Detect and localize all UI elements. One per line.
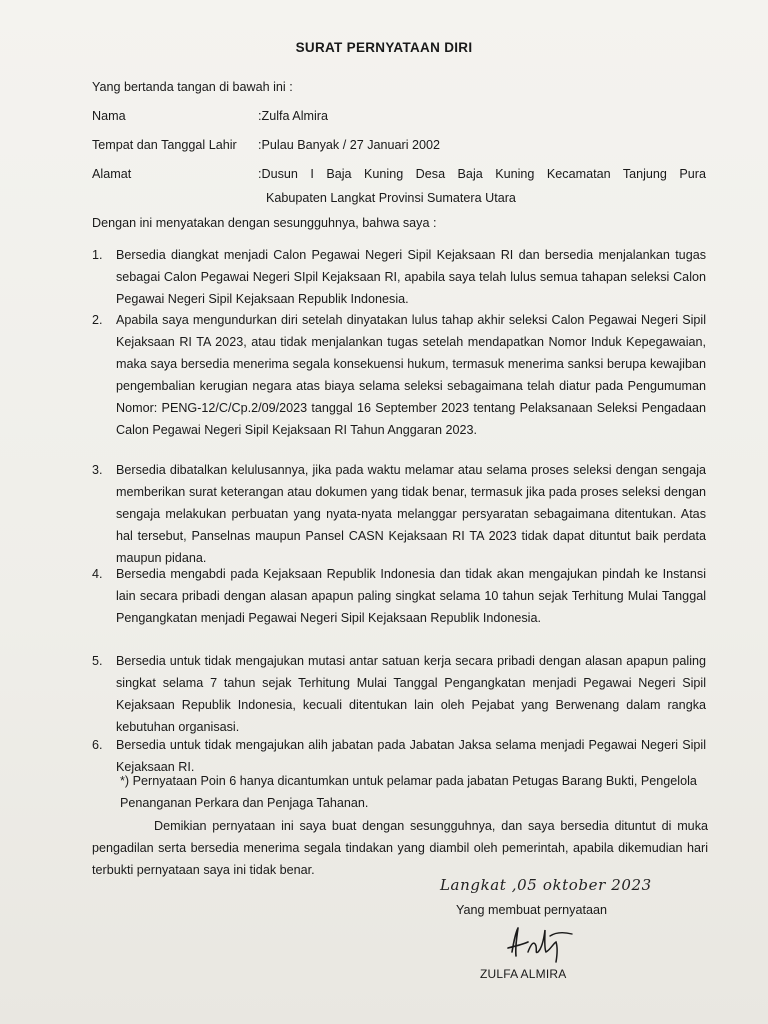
list-item — [92, 459, 706, 569]
alamat-label: Alamat — [92, 167, 132, 181]
ttl-value: :Pulau Banyak / 27 Januari 2002 — [258, 138, 441, 152]
list-item-text: Bersedia mengabdi pada Kejaksaan Republik Indonesia dan tidak akan mengajukan pindah ke Instansi lain secara pribadi dengan alasan apapun paling singkat selama 10 tahun sejak Terhitung Mulai Tanggal Pengangkatan menjadi Pegawai Negeri Sipil Kejaksaan Republik Indonesia. — [116, 567, 706, 625]
closing-text: Demikian pernyataan ini saya buat dengan sesungguhnya, dan saya bersedia dituntut di muka pengadilan serta bersedia menerima segala tindakan yang diambil oleh pemerintah, apabila dikemudian hari terbukti pernyataan saya ini tidak benar. — [92, 819, 708, 877]
list-item-number: 1. — [92, 248, 103, 262]
ttl-label: Tempat dan Tanggal Lahir — [92, 138, 237, 152]
list-item-number: 6. — [92, 738, 103, 752]
closing-paragraph — [92, 815, 708, 881]
footnote — [120, 770, 710, 814]
nama-value: :Zulfa Almira — [258, 109, 328, 123]
list-item-text: Bersedia untuk tidak mengajukan alih jabatan pada Jabatan Jaksa selama menjadi Pegawai Negeri Sipil Kejaksaan RI. — [116, 738, 706, 774]
alamat-value-line-2: Kabupaten Langkat Provinsi Sumatera Utara — [266, 191, 516, 205]
list-item-text: Apabila saya mengundurkan diri setelah dinyatakan lulus tahap akhir seleksi Calon Pegawai Negeri Sipil Kejaksaan RI TA 2023, atau tidak menjalankan tugas setelah mendapatkan Nomor Induk Kepegawaian, maka saya bersedia menerima segala konsekuensi hukum, termasuk menerima sanksi berupa kewajiban pengembalian kerugian negara atas biaya selama seleksi sebagaimana telah diatur pada Pengumuman Nomor: PENG-12/C/Cp.2/09/2023 tanggal 16 September 2023 tentang Pelaksanaan Seleksi Pengadaan Calon Pegawai Negeri Sipil Kejaksaan RI Tahun Anggaran 2023. — [116, 313, 706, 437]
list-item — [92, 244, 706, 310]
nama-label: Nama — [92, 109, 126, 123]
maker-label: Yang membuat pernyataan — [456, 903, 607, 917]
list-item-text: Bersedia diangkat menjadi Calon Pegawai Negeri Sipil Kejaksaan RI dan bersedia menjalankan tugas sebagai Calon Pegawai Negeri SIpil Kejaksaan RI, apabila saya telah lulus semua tahapan seleksi Calon Pegawai Negeri Sipil Kejaksaan Republik Indonesia. — [116, 248, 706, 306]
signature-icon — [498, 922, 588, 966]
list-item-number: 2. — [92, 313, 103, 327]
list-item — [92, 650, 706, 738]
list-item-number: 3. — [92, 463, 103, 477]
list-item — [92, 309, 706, 441]
list-item-number: 5. — [92, 654, 103, 668]
list-item-text: Bersedia untuk tidak mengajukan mutasi antar satuan kerja secara pribadi dengan alasan apapun paling singkat selama 7 tahun sejak Terhitung Mulai Tanggal Pengangkatan menjadi Pegawai Negeri Sipil Kejaksaan Republik Indonesia, kecuali ditentukan lain oleh Pejabat yang Berwenang dalam rangka kebutuhan organisasi. — [116, 654, 706, 734]
list-item-number: 4. — [92, 567, 103, 581]
list-item-text: Bersedia dibatalkan kelulusannya, jika pada waktu melamar atau selama proses seleksi dengan sengaja memberikan surat keterangan atau dokumen yang tidak benar, termasuk jika pada proses seleksi dengan sengaja melakukan perbuatan yang nyata-nyata melanggar persyaratan sebagaimana ditentukan. Atas hal tersebut, Panselnas maupun Pansel CASN Kejaksaan RI TA 2023 tidak dapat dituntut baik perdata maupun pidana. — [116, 463, 706, 565]
document-title: SURAT PERNYATAAN DIRI — [295, 40, 473, 55]
alamat-value-line-1: :Dusun I Baja Kuning Desa Baja Kuning Kecamatan Tanjung Pura — [258, 167, 706, 181]
footnote-text: *) Pernyataan Poin 6 hanya dicantumkan untuk pelamar pada jabatan Petugas Barang Bukti, Pengelola Penanganan Perkara dan Penjaga Tahanan. — [120, 774, 697, 810]
intro-text: Yang bertanda tangan di bawah ini : — [92, 80, 293, 94]
place-date: Langkat ,05 oktober 2023 — [440, 876, 652, 894]
list-item — [92, 563, 706, 629]
declaration-intro: Dengan ini menyatakan dengan sesungguhnya, bahwa saya : — [92, 216, 437, 230]
signer-name: ZULFA ALMIRA — [480, 967, 567, 981]
